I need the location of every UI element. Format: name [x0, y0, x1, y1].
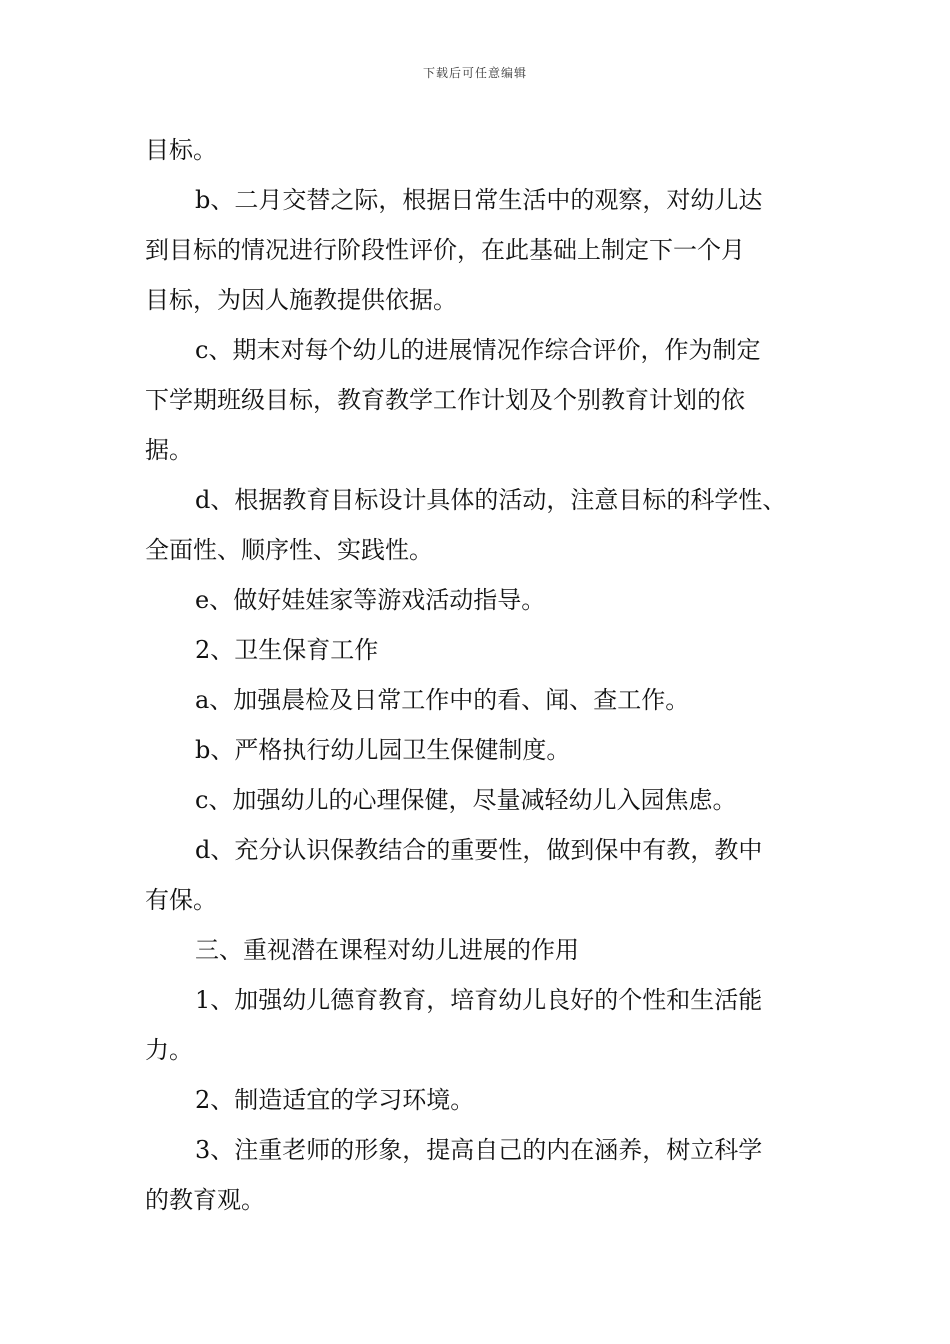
text-line: 全面性、顺序性、实践性。 — [145, 536, 433, 564]
section-heading: 2、卫生保育工作 — [195, 636, 379, 664]
text-line: b、二月交替之际，根据日常生活中的观察，对幼儿达 — [195, 186, 763, 214]
text-line: 力。 — [145, 1036, 193, 1064]
text-line: c、期末对每个幼儿的进展情况作综合评价，作为制定 — [195, 336, 761, 364]
text-line: 有保。 — [145, 886, 217, 914]
text-line: 目标。 — [145, 136, 217, 164]
text-line: d、充分认识保教结合的重要性，做到保中有教，教中 — [195, 836, 763, 864]
text-line: 据。 — [145, 436, 193, 464]
text-line: 到目标的情况进行阶段性评价，在此基础上制定下一个月 — [145, 236, 745, 264]
text-line: 1、加强幼儿德育教育，培育幼儿良好的个性和生活能 — [195, 986, 763, 1014]
text-line: 的教育观。 — [145, 1186, 265, 1214]
document-body — [145, 128, 830, 1228]
section-heading: 三、重视潜在课程对幼儿进展的作用 — [195, 936, 579, 964]
text-line: b、严格执行幼儿园卫生保健制度。 — [195, 736, 571, 764]
text-line: 下学期班级目标，教育教学工作计划及个别教育计划的依 — [145, 386, 745, 414]
text-line: d、根据教育目标设计具体的活动，注意目标的科学性、 — [195, 486, 787, 514]
text-line: c、加强幼儿的心理保健，尽量减轻幼儿入园焦虑。 — [195, 786, 737, 814]
text-line: a、加强晨检及日常工作中的看、闻、查工作。 — [195, 686, 690, 714]
text-line: 2、制造适宜的学习环境。 — [195, 1086, 475, 1114]
text-line: e、做好娃娃家等游戏活动指导。 — [195, 586, 546, 614]
text-line: 3、注重老师的形象，提高自己的内在涵养，树立科学 — [195, 1136, 763, 1164]
text-line: 目标，为因人施教提供依据。 — [145, 286, 457, 314]
page-header: 下载后可任意编辑 — [422, 66, 527, 80]
